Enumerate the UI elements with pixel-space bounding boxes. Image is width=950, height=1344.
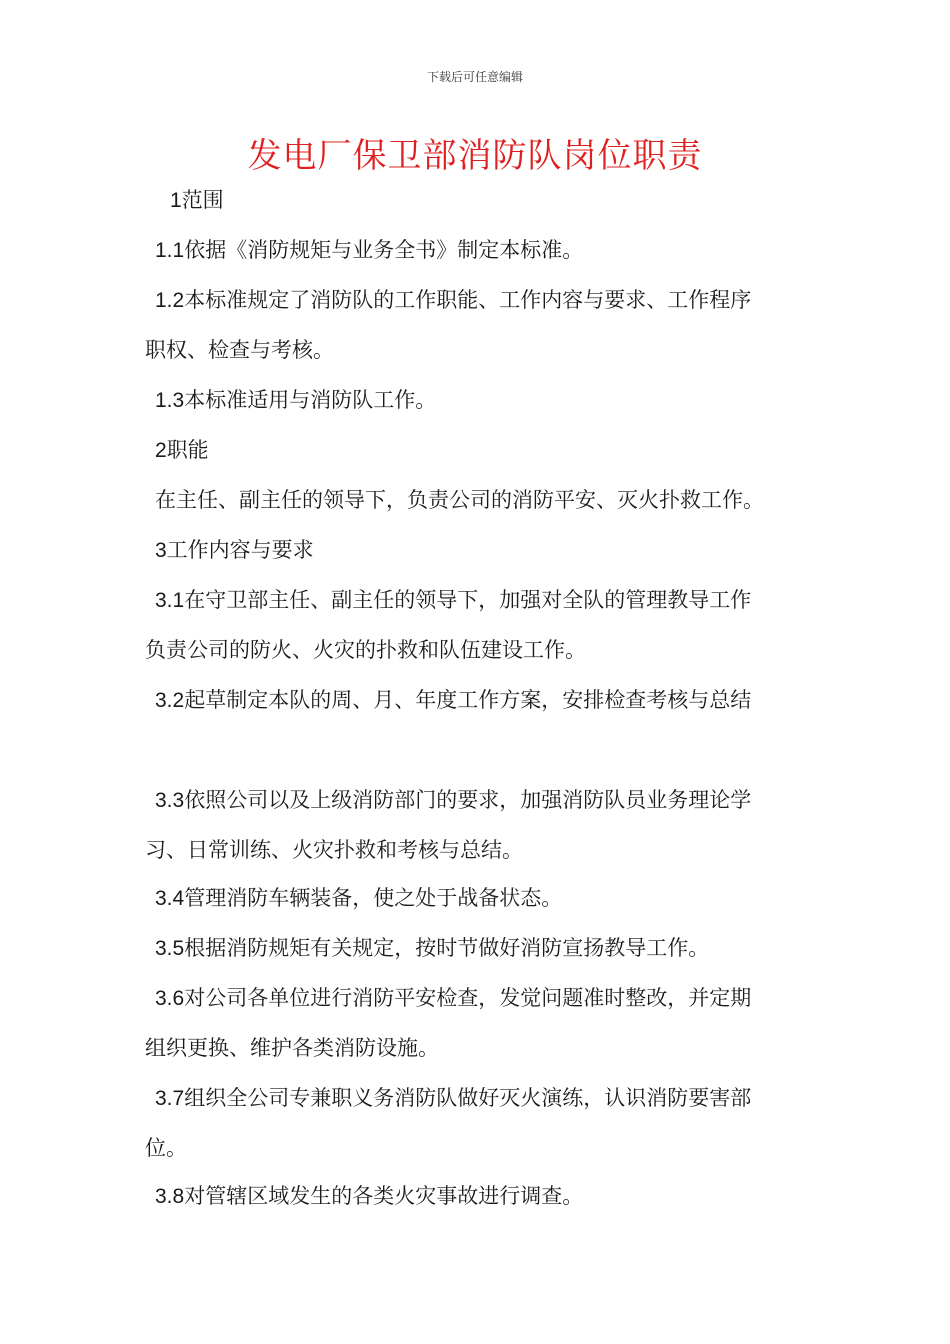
- item-text: 范围: [181, 188, 224, 212]
- item-text: 管理消防车辆装备，使之处于战备状态。: [184, 886, 563, 910]
- item-number: 2: [155, 439, 167, 462]
- item-number: 3.1: [155, 589, 185, 612]
- item-number: 3.8: [155, 1185, 185, 1208]
- item-text: 职能: [166, 438, 209, 462]
- paragraph-3-7-continued: [145, 1134, 187, 1162]
- item-text: 在守卫部主任、副主任的领导下，加强对全队的管理教导工作: [184, 588, 752, 612]
- item-number: 3.5: [155, 937, 185, 960]
- document-title: 发电厂保卫部消防队岗位职责: [247, 136, 703, 176]
- item-text: 依据《消防规矩与业务全书》制定本标准。: [184, 238, 584, 262]
- item-number: 3.3: [155, 789, 185, 812]
- paragraph-3-1-continued: [145, 636, 586, 664]
- item-text: 组织全公司专兼职义务消防队做好灭火演练，认识消防要害部: [184, 1086, 752, 1110]
- item-text: 职权、检查与考核。: [145, 338, 334, 362]
- item-text: 组织更换、维护各类消防设施。: [145, 1036, 439, 1060]
- item-text: 依照公司以及上级消防部门的要求，加强消防队员业务理论学: [184, 788, 752, 812]
- item-text: 负责公司的防火、火灾的扑救和队伍建设工作。: [145, 638, 586, 662]
- item-number: 1: [170, 189, 182, 212]
- item-number: 3: [155, 539, 167, 562]
- section-heading-1: [170, 186, 224, 215]
- paragraph-1-1: [155, 236, 583, 265]
- paragraph-3-3: [155, 786, 751, 815]
- paragraph-3-6-continued: [145, 1034, 439, 1062]
- item-number: 3.6: [155, 987, 185, 1010]
- item-number: 1.1: [155, 239, 185, 262]
- item-text: 根据消防规矩有关规定，按时节做好消防宣扬教导工作。: [184, 936, 710, 960]
- item-text: 对管辖区域发生的各类火灾事故进行调查。: [184, 1184, 584, 1208]
- item-text: 工作内容与要求: [166, 538, 314, 562]
- paragraph-1-3: [155, 386, 436, 415]
- item-text: 对公司各单位进行消防平安检查，发觉问题准时整改，并定期: [184, 986, 752, 1010]
- paragraph-1-2-continued: [145, 336, 334, 364]
- paragraph-3-1: [155, 586, 751, 615]
- item-text: 在主任、副主任的领导下，负责公司的消防平安、灭火扑救工作。: [155, 488, 764, 512]
- header-note: 下载后可任意编辑: [426, 70, 523, 84]
- paragraph-3-5: [155, 934, 709, 963]
- item-number: 3.7: [155, 1087, 185, 1110]
- item-text: 本标准适用与消防队工作。: [184, 388, 437, 412]
- item-text: 本标准规定了消防队的工作职能、工作内容与要求、工作程序: [184, 288, 752, 312]
- paragraph-3-8: [155, 1182, 583, 1211]
- paragraph-3-3-continued: [145, 836, 523, 864]
- item-text: 习、日常训练、火灾扑救和考核与总结。: [145, 838, 523, 862]
- paragraph-3-6: [155, 984, 751, 1013]
- item-text: 位。: [145, 1136, 187, 1160]
- paragraph-3-4: [155, 884, 562, 913]
- section-heading-2: [155, 436, 209, 465]
- item-text: 起草制定本队的周、月、年度工作方案，安排检查考核与总结: [184, 688, 752, 712]
- paragraph-2-body: [155, 486, 764, 514]
- item-number: 1.2: [155, 289, 185, 312]
- item-number: 3.4: [155, 887, 185, 910]
- item-number: 1.3: [155, 389, 185, 412]
- section-heading-3: [155, 536, 314, 565]
- paragraph-3-7: [155, 1084, 751, 1113]
- paragraph-3-2: [155, 686, 751, 715]
- item-number: 3.2: [155, 689, 185, 712]
- paragraph-1-2: [155, 286, 751, 315]
